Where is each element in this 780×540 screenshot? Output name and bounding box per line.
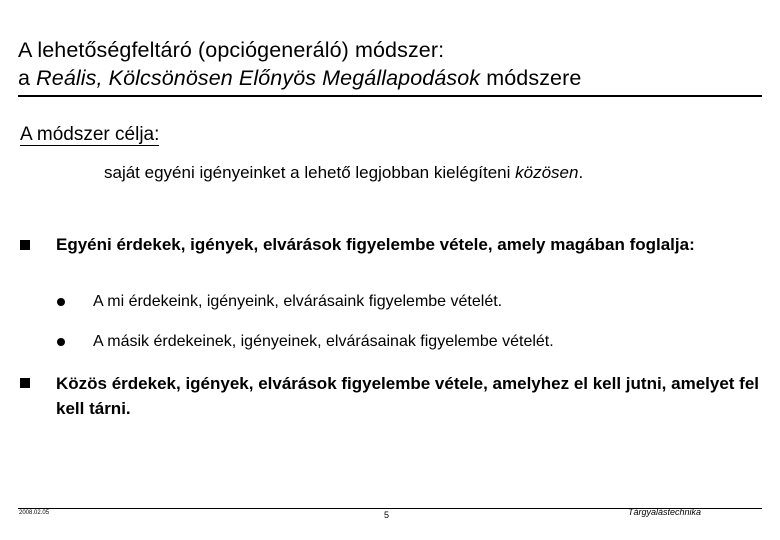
main-point-1: Egyéni érdekek, igények, elvárások figyelembe vétele, amely magában foglalja: <box>56 235 695 254</box>
main-point-2: Közös érdekek, igények, elvárások figyelembe vétele, amelyhez el kell jutni, amelyet fel kell tárni. <box>56 374 760 418</box>
title-divider <box>18 95 762 97</box>
round-bullet-icon <box>57 338 65 346</box>
footer-course-name: Tárgyalástechnika <box>628 507 702 517</box>
slide-title <box>18 36 763 92</box>
purpose-text <box>104 162 583 184</box>
sub-point-1: A mi érdekeink, igényeink, elvárásaink figyelembe vételét. <box>93 293 503 310</box>
page-number: 5 <box>384 510 390 520</box>
round-bullet-icon <box>57 298 65 306</box>
square-bullet-icon <box>20 378 30 388</box>
sub-point-2: A másik érdekeinek, igényeinek, elvárásainak figyelembe vételét. <box>93 333 554 350</box>
title-line-2-suffix: módszere <box>480 66 582 90</box>
purpose-text-end: . <box>578 163 584 182</box>
footer-date: 2008.02.05 <box>19 510 50 516</box>
square-bullet-icon <box>20 240 30 250</box>
title-line-2 <box>18 64 763 92</box>
title-line-1: A lehetőségfeltáró (opciógeneráló) módszer: <box>18 38 445 62</box>
title-line-2-italic: Reális, Kölcsönösen Előnyös Megállapodások <box>36 66 481 90</box>
purpose-text-italic: közösen <box>515 163 579 182</box>
purpose-heading: A módszer célja: <box>20 124 160 145</box>
title-line-2-prefix: a <box>18 66 37 90</box>
purpose-text-main: saját egyéni igényeinket a lehető legjobban kielégíteni <box>104 163 516 182</box>
